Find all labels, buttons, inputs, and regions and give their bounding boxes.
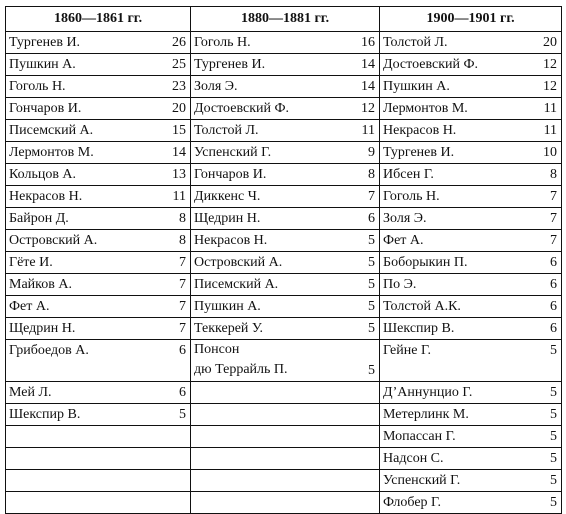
author-name-line1: Понсон (194, 342, 240, 357)
count-cell: 7 (149, 318, 191, 340)
count-cell: 14 (332, 54, 380, 76)
count-cell (332, 448, 380, 470)
author-name-cell: Гончаров И. (6, 98, 149, 120)
author-name-cell: Тургенев И. (380, 142, 524, 164)
author-name-cell: Толстой Л. (191, 120, 332, 142)
table-body (6, 32, 562, 514)
author-name-cell: Щедрин Н. (6, 318, 149, 340)
table-row (6, 230, 562, 252)
count-cell: 11 (524, 98, 562, 120)
author-name-cell: Шекспир В. (380, 318, 524, 340)
count-cell: 14 (149, 142, 191, 164)
author-name-cell (191, 492, 332, 514)
count-cell (332, 382, 380, 404)
author-name-cell: Лермонтов М. (6, 142, 149, 164)
count-cell: 5 (332, 274, 380, 296)
count-cell: 6 (149, 340, 191, 382)
count-cell (149, 448, 191, 470)
table-row (6, 186, 562, 208)
author-name-cell: Толстой А.К. (380, 296, 524, 318)
count-cell: 14 (332, 76, 380, 98)
table-row (6, 208, 562, 230)
author-name-cell: Гоголь Н. (380, 186, 524, 208)
authors-popularity-table (5, 6, 562, 514)
table-row (6, 76, 562, 98)
table-row (6, 142, 562, 164)
author-name-cell (6, 426, 149, 448)
author-name-cell: Грибоедов А. (6, 340, 149, 382)
author-name-cell: Гончаров И. (191, 164, 332, 186)
count-cell: 16 (332, 32, 380, 54)
author-name-cell: Гейне Г. (380, 340, 524, 382)
author-name-cell (191, 448, 332, 470)
author-name-cell: Байрон Д. (6, 208, 149, 230)
author-name-cell: Гёте И. (6, 252, 149, 274)
author-name-cell: Щедрин Н. (191, 208, 332, 230)
author-name-cell: Толстой Л. (380, 32, 524, 54)
count-cell: 5 (524, 404, 562, 426)
count-cell (149, 426, 191, 448)
count-cell: 26 (149, 32, 191, 54)
author-name-cell: Некрасов Н. (380, 120, 524, 142)
author-name-cell (191, 340, 332, 382)
author-name-cell: Тургенев И. (191, 54, 332, 76)
table-row (6, 448, 562, 470)
author-name-cell: Диккенс Ч. (191, 186, 332, 208)
table-row (6, 98, 562, 120)
count-cell: 8 (524, 164, 562, 186)
author-name-cell: Флобер Г. (380, 492, 524, 514)
count-cell: 12 (524, 54, 562, 76)
header-1860: 1860—1861 гг. (6, 7, 191, 32)
author-name-cell (6, 492, 149, 514)
count-cell: 11 (149, 186, 191, 208)
count-cell: 5 (332, 318, 380, 340)
count-cell: 20 (524, 32, 562, 54)
count-cell: 10 (524, 142, 562, 164)
popularity-table-frame (5, 6, 561, 510)
count-cell: 5 (332, 296, 380, 318)
table-row (6, 296, 562, 318)
count-cell: 6 (524, 318, 562, 340)
author-name-cell: Мей Л. (6, 382, 149, 404)
author-name-cell: Пушкин А. (6, 54, 149, 76)
count-cell: 8 (149, 208, 191, 230)
table-row (6, 164, 562, 186)
count-cell: 5 (524, 426, 562, 448)
author-name-cell: Ибсен Г. (380, 164, 524, 186)
count-cell: 9 (332, 142, 380, 164)
author-name-line2: дю Террайль П. (194, 362, 288, 377)
author-name-cell: Гоголь Н. (191, 32, 332, 54)
count-cell: 20 (149, 98, 191, 120)
count-cell: 6 (524, 296, 562, 318)
author-name-cell: Фет А. (380, 230, 524, 252)
table-row (6, 426, 562, 448)
author-name-cell: Майков А. (6, 274, 149, 296)
author-name-cell: Надсон С. (380, 448, 524, 470)
count-cell: 25 (149, 54, 191, 76)
author-name-cell: Мопассан Г. (380, 426, 524, 448)
author-name-cell: Боборыкин П. (380, 252, 524, 274)
author-name-cell (6, 470, 149, 492)
author-name-cell: Лермонтов М. (380, 98, 524, 120)
count-cell: 6 (524, 274, 562, 296)
author-name-cell: Шекспир В. (6, 404, 149, 426)
count-cell (149, 492, 191, 514)
count-cell: 11 (332, 120, 380, 142)
count-cell: 13 (149, 164, 191, 186)
author-name-cell: Пушкин А. (191, 296, 332, 318)
table-row (6, 274, 562, 296)
author-name-cell: Золя Э. (380, 208, 524, 230)
count-cell: 8 (149, 230, 191, 252)
author-name-cell: Некрасов Н. (6, 186, 149, 208)
author-name-cell: Метерлинк М. (380, 404, 524, 426)
author-name-cell: Гоголь Н. (6, 76, 149, 98)
author-name-cell: Фет А. (6, 296, 149, 318)
count-cell: 12 (524, 76, 562, 98)
count-cell: 12 (332, 98, 380, 120)
author-name-cell: Достоевский Ф. (380, 54, 524, 76)
table-row (6, 120, 562, 142)
count-cell: 15 (149, 120, 191, 142)
author-name-cell (191, 382, 332, 404)
count-cell: 7 (332, 186, 380, 208)
author-name-cell: Островский А. (191, 252, 332, 274)
header-row (6, 7, 562, 32)
author-name-cell: Теккерей У. (191, 318, 332, 340)
count-cell: 5 (524, 492, 562, 514)
count-cell: 5 (524, 382, 562, 404)
author-name-cell: Золя Э. (191, 76, 332, 98)
author-name-cell: Островский А. (6, 230, 149, 252)
author-name-cell (191, 404, 332, 426)
author-name-cell: По Э. (380, 274, 524, 296)
count-cell (332, 492, 380, 514)
count-cell: 5 (524, 340, 562, 382)
author-name-cell: Некрасов Н. (191, 230, 332, 252)
author-name-cell (6, 448, 149, 470)
count-cell (332, 470, 380, 492)
count-cell: 5 (149, 404, 191, 426)
count-cell: 11 (524, 120, 562, 142)
count-cell: 6 (149, 382, 191, 404)
author-name-cell (191, 470, 332, 492)
count-cell: 7 (149, 274, 191, 296)
header-1900: 1900—1901 гг. (380, 7, 562, 32)
author-name-cell: Успенский Г. (380, 470, 524, 492)
count-cell: 7 (149, 296, 191, 318)
count-cell (332, 426, 380, 448)
table-row (6, 54, 562, 76)
table-row (6, 382, 562, 404)
count-cell: 5 (332, 340, 380, 382)
count-cell: 7 (149, 252, 191, 274)
count-cell: 7 (524, 230, 562, 252)
author-name-cell: Тургенев И. (6, 32, 149, 54)
table-row (6, 32, 562, 54)
header-1880: 1880—1881 гг. (191, 7, 380, 32)
table-row (6, 404, 562, 426)
author-name-cell: Кольцов А. (6, 164, 149, 186)
count-cell: 8 (332, 164, 380, 186)
author-name-cell: Писемский А. (6, 120, 149, 142)
count-cell: 6 (332, 208, 380, 230)
author-name-cell: Достоевский Ф. (191, 98, 332, 120)
count-cell (149, 470, 191, 492)
count-cell: 7 (524, 208, 562, 230)
count-cell: 7 (524, 186, 562, 208)
table-row (6, 470, 562, 492)
count-cell: 5 (524, 470, 562, 492)
count-cell (332, 404, 380, 426)
author-name-cell: Писемский А. (191, 274, 332, 296)
count-cell: 6 (524, 252, 562, 274)
count-cell: 5 (332, 230, 380, 252)
table-row (6, 492, 562, 514)
author-name-cell (191, 426, 332, 448)
author-name-cell: Д’Аннунцио Г. (380, 382, 524, 404)
author-name-cell: Успенский Г. (191, 142, 332, 164)
table-row (6, 340, 562, 382)
table-row (6, 252, 562, 274)
count-cell: 5 (332, 252, 380, 274)
author-name-cell: Пушкин А. (380, 76, 524, 98)
count-cell: 5 (524, 448, 562, 470)
count-cell: 23 (149, 76, 191, 98)
table-row (6, 318, 562, 340)
